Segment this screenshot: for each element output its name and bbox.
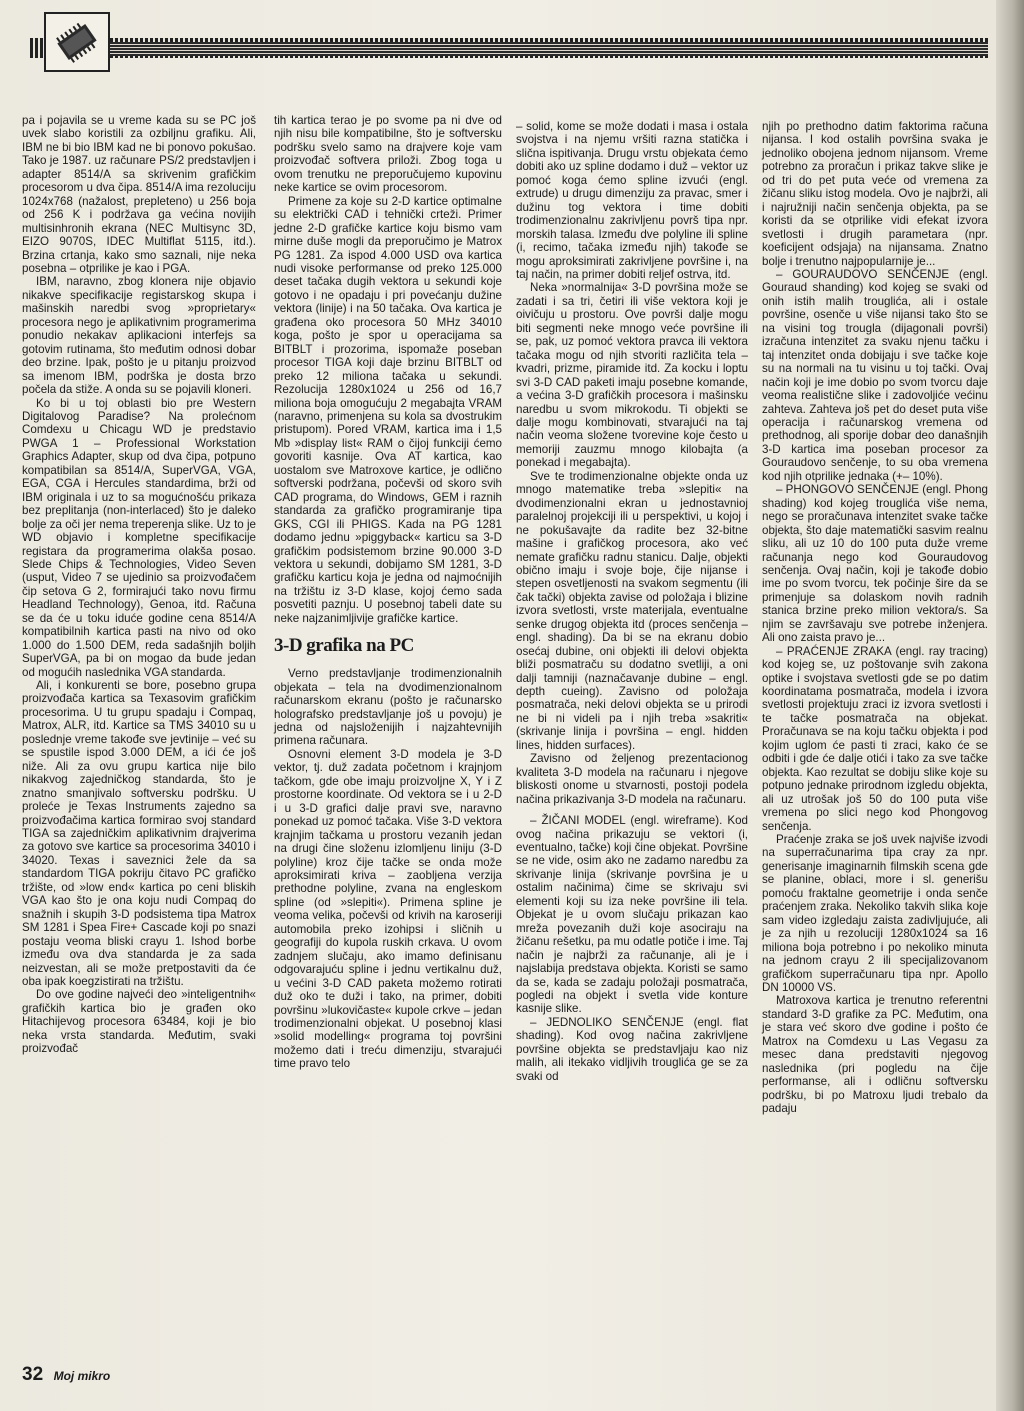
paragraph: Zavisno od željenog prezentacionog kvaliteta 3-D modela na računaru i njegove bliskosti onome u stvarnosti, postoji podela načina prikazivanja 3-D modela na računaru. xyxy=(516,752,748,806)
page-number: 32 xyxy=(22,1364,44,1385)
paragraph: Praćenje zraka se još uvek najviše izvodi na superračunarima tipa cray za npr. generisanje imaginarnih filmskih scena gde se planine, oblaci, more i sl. generišu pomoću fraktalne geometrije i onda senče praćenjem zraka. Nekoliko takvih slika koje sam video izgledaju zaista zadivljujuće, ali je za njih u rezoluciji 1280x1024 sa 16 miliona boja potrebno i po nekoliko minuta na jednom crayu 2 ili specijalizovanom grafičkom superračunaru tipa npr. Apollo DN 10000 VS. xyxy=(762,833,988,994)
paragraph: Sve te trodimenzionalne objekte onda uz mnogo matematike treba »slepiti« na dvodimenzionalni ekran u jednostavnioj paralelnoj projekciji ili u perspektivi, u kojoj i ne pokušavajte da radite bez 32-bitne mašine i grafičkog procesora, ako već nemate grafičku radnu stanicu. Dalje, objekti obično imaju i svoje boje, čije nijanse i stepen osvetljenosti na svakom segmentu (ili čak tački) objekta zavise od položaja i blizine izvora svetlosti, vrste materijala, eventualne senke drugog objekta itd (proces senčenja – engl. shading). Da bi se na ekranu dobio osećaj dubine, oni objekti ili delovi objekta bliži posmatraču su dodatno svetliji, a oni dalji tamniji (naznačavanje dubine – engl. depth cueing). Zavisno od položaja posmatrača, neki delovi objekta se u prirodi ne bi ni videli pa i njih treba »sakriti« (skrivanje linija i površina – engl. hidden lines, hidden surfaces). xyxy=(516,469,748,752)
paragraph: Do ove godine najveći deo »inteligentnih« grafičkih kartica bio je građen oko Hitachijevog procesora 63484, koji je bio neka vrsta standarda. Međutim, svaki proizvođač xyxy=(22,988,256,1056)
paragraph: Verno predstavljanje trodimenzionalnih objekata – tela na dvodimenzionalnom računarskom ekranu (pošto je računarsko holografsko predstavljanje još u povoju) je jedna od najsloženijih i najzahtevnijih primena računara. xyxy=(274,667,502,748)
magazine-name: Moj mikro xyxy=(53,1369,111,1383)
paragraph: Neka »normalnija« 3-D površina može se zadati i sa tri, četiri ili više vektora koji je oivičuju u prostoru. Ove površi dalje mogu biti segmenti neke mnogo veće površine ili se, pak, uz pomoć vektora pravca ili vektora tačaka mogu od njih stvoriti različita tela – kvadri, prizme, piramide itd. Za kocku i loptu svi 3-D CAD paketi imaju posebne komande, a većina 3-D grafičkih procesora i mašinsku naredbu u svom mikrokodu. Ti objekti se dalje mogu kombinovati, stvarajući na taj način veoma složene tvorevine koje često u memoriji zauzmu mnogo kilobajta (a ponekad i megabajta). xyxy=(516,281,748,470)
paragraph: – ŽIČANI MODEL (engl. wireframe). Kod ovog načina prikazuju se vektori (i, eventualno, tačke) koji čine objekat. Površine se ne vide, osim ako ne zadamo naredbu za skrivanje linija (skrivanje površina je u ostalim načinima) čime se skrivaju svi elementi koji su iza neke površine ili tela. Objekat je u ovom slučaju prikazan kao mreža povezanih duži koje asociraju na žičanu rešetku, pa mu odatle potiče i ime. Taj način je najbrži za računanje, ali je i najslabija predstava objekta. Koristi se samo da se, kada se zadaju položaji posmatrača, pogledi na objekt i svetla vide konture kasnije slike. xyxy=(516,814,749,1016)
paragraph: – solid, kome se može dodati i masa i ostala svojstva i na njemu vršiti razna statička i slična ispitivanja. Drugu vrstu objekata ćemo dobiti ako uz spline dodamo i duž – vektor uz pomoć koga ćemo spline izvući (engl. extrude) u drugu dimenziju za pravac, smer i dužinu tog vektora i time dobiti trodimenzionalnu zakrivljenu površ tipa npr. morskih talasa. Između dve polyline ili spline (i, recimo, tačaka između njih) takođe se mogu aproksimirati zakrivljene površine i, na taj način, na primer dobiti reljef ostrva, itd. xyxy=(516,120,748,281)
page-footer xyxy=(22,1364,110,1386)
paragraph: Ko bi u toj oblasti bio pre Western Digitalovog Paradise? Na prolećnom Comdexu u Chicagu WD je predstavio PWGA 1 – Professional Workstation Graphics Adapter, skup od dva čipa, potpuno kompatibilan sa 8514/A, SuperVGA, VGA, EGA, CGA i Hercules standardima, brži od IBM originala i uz to sa mogućnošću prikaza bez preplitanja (non-interlaced) što je daleko bolje za oči jer nema treperenja slike. Uz to je WD objavio i kompletne specifikacije registara da programerima olakša posao. Slede Chips & Technologies, Video Seven (usput, Video 7 se ujedinio sa proizvođačem čip setova G 2, formirajući tako novu firmu Headland Technology), Genoa, itd. Računa se da će u toku iduće godine cena 8514/A kompatibilnih kartica pasti na nivo od oko 1.000 do 1.500 DEM, reda sadašnjih boljih SuperVGA, pa bi on mogao da bude jedan od mogućih naslednika VGA standarda. xyxy=(22,396,256,679)
paragraph: IBM, naravno, zbog klonera nije objavio nikakve specifikacije registarskog skupa i mašinskih naredbi svog »proprietary« procesora nego je aplikativnim programerima ponudio nekakav aplikacioni interfejs sa gotovim rutinama, što međutim odnosi dobar deo brzine. Ipak, pošto je u pitanju proizvod sa imenom IBM, podrška je dosta brzo počela da stiže. A onda su se pojavili kloneri. xyxy=(22,275,256,397)
paragraph: njih po prethodno datim faktorima računa nijansa. I kod ostalih površina svaka je jednoliko obojena jednom nijansom. Vreme potrebno za proračun i prikaz takve slike je od tri do pet puta veće od vremena za žičanu sliku istog modela. Ovo je najbrži, ali i najružniji način senčenja objekta, pa se koristi da se otprilike vidi efekat izvora svetlosti i drugih parametara (npr. koeficijent odsjaja) na nijansama. Znatno bolje i trenutno najpopularnije je... xyxy=(762,120,988,268)
paragraph: Osnovni element 3-D modela je 3-D vektor, tj. duž zadata početnom i krajnjom tačkom, gde obe imaju proizvoljne X, Y i Z prostorne koordinate. Od vektora se i u 2-D i u 3-D grafici dalje pravi sve, naravno ponekad uz pomoć tačaka. Više 3-D vektora krajnjim tačkama u prostoru vezanih jedan na drugi čine složenu izlomljenu liniju (3-D polyline) kroz čije tačke se onda može aproksimirati kriva – zaobljena verzija prethodne polyline, zvana na engleskom spline (od »slepiti«). Primena spline je veoma velika, počevši od krivih na karoseriji automobila preko izohipsi i sličnih u geografiji do kupola ruskih crkava. U ovom zadnjem slučaju, ako imamo definisanu odgovarajuću spline i jednu vertikalnu duž, u većini 3-D CAD paketa možemo rotirati duž oko te duži i tako, na primer, dobiti površinu »lukovičaste« kupole crkve – jedan trodimenzionalni objekat. U posebnoj klasi »solid modelling« programa toj površini možemo dati i treću dimenziju, stvarajući time pravo telo xyxy=(274,747,502,1071)
paragraph: Ali, i konkurenti se bore, posebno grupa proizvođača kartica sa Texasovim grafičkim procesorima. U tu grupu spadaju i Compaq, Matrox, ALR, itd. Kartice sa TMS 34010 su u poslednje vreme takođe sve jevtinije – već su se spustile ispod 3.000 DEM, a ići će još niže. Ali za ovu grupu kartica nije bilo nikakvog zajedničkog standarda, što je znatno smanjivalo softversku podršku. U proleće je Texas Instruments zajedno sa proizvođačima kartica formirao svoj standard TIGA sa zajedničkim aplikativnim drajverima za gotovo sve kartice sa procesorima 34010 i 34020. Texas i saveznici žele da sa standardom TIGA pokriju čitavo PC grafičko tržište, od »low end« kartica po ceni bliskih VGA kao što je ona koju nudi Compaq do snažnih i skupih 3-D podsistema tipa Matrox SM 1281 i Spea Fire+ Cascade koji po snazi postaju veoma bliski crayu 1. Ishod borbe između ova dva standarda je za sada neizvestan, ali se može pretpostaviti da će oba ipak koegzistirati na tržištu. xyxy=(22,679,256,988)
paragraph: – GOURAUDOVO SENČENJE (engl. Gouraud shanding) kod kojeg se svaki od onih istih malih trouglića, ali i ostale površine, osenče u više nijansi tako što se na visini tog trougla (dijagonali površi) izračuna intenzitet za svaku njenu tačku i taj intenzitet onda dobijaju i sve tačke koje su na normali na tu visinu u toj tački. Ovaj način koji je ime dobio po svom tvorcu daje veoma realistične slike i zadovoljiće većinu zahteva. Zahteva još pet do deset puta više operacija i računarskog vremena od prethodnog, ali sporije dobar deo današnjih 3-D kartica ima poseban procesor za Gouraudovo senčenje, to su oba vremena kod njih otprilike jednaka (+– 10%). xyxy=(762,267,988,483)
paragraph: – PRAĆENJE ZRAKA (engl. ray tracing) kod kojeg se, uz poštovanje svih zakona optike i svojstava svetlosti gde se po datim koordinatama posmatrača, modela i izvora svetlosti projektuju zraci iz izvora svetlosti i te tačke posmatrača na objekat. Proračunava se na koju tačku objekta i pod kojim uglom će pasti ti zraci, kako će se odbiti i gde će dalje otići i tako za sve tačke objekta. Kao rezultat se dobiju slike koje su potpuno jednake prirodnom izgledu objekta, ali uz utrošak još 50 do 100 puta više vremena po slici nego kod Phongovog senčenja. xyxy=(762,644,988,833)
chip-logo-icon xyxy=(44,12,110,72)
paragraph: – PHONGOVO SENČENJE (engl. Phong shading) kod kojeg trouglića više nema, nego se proračunava intenzitet svake tačke objekta, što daje matematički sasvim realnu sliku, ali uz 10 do 100 puta duže vreme računanja nego kod Gouraudovog senčenja. Ovaj način, koji je takođe dobio ime po svom tvorcu, tek počinje šire da se primenjuje sa dolaskom novih radnih stanica brzine preko milion vektora/s. Sa njim se završavaju sve potrebe inženjera. Ali ono zaista pravo je... xyxy=(762,483,988,645)
paragraph: – JEDNOLIKO SENČENJE (engl. flat shading). Kod ovog načina zakrivljene površine objekta se predstavljaju kao niz malih, ali itekako vidljivih trouglića ge se za svaki od xyxy=(516,1015,748,1083)
paragraph: Matroxova kartica je trenutno referentni standard 3-D grafike za PC. Međutim, ona je stara već skoro dve godine i pošto će Matrox na Comdexu u Las Vegasu za mesec dana predstaviti njegovog naslednika (pri pogledu na čije performanse, ali i odličnu softversku podršku, bi po Matroxu ljudi trebalo da padaju xyxy=(762,994,988,1116)
header-stripe-bar-dark xyxy=(110,42,988,56)
paragraph: Primene za koje su 2-D kartice optimalne su električki CAD i tehnički crteži. Primer jedne 2-D grafičke kartice koju bismo vam mirne duše mogli da preporučimo je Matrox PG 1281. Za ispod 4.000 USD ova kartica nudi visoke performanse od preko 125.000 deset tačaka dugih vektora u sekundi koje gotovo i ne opadaju i pri povećanju dužine vektora (linije) i na 50 tačaka. Ova kartica je građena oko procesora 50 MHz 34010 koga, pošto je spor u operacijama sa BITBLT i prozorima, ispomaže poseban procesor TIGA koji daje brzinu BITBLT od preko 12 miliona tačaka u sekundi. Rezolucija 1280x1024 u 256 od 16,7 miliona boja omogućuju 2 megabajta VRAM (naravno, primenjena su kola sa dvostrukim pristupom). Pored VRAM, kartica ima i 1,5 Mb »display list« RAM o čijoj funkciji ćemo govoriti kasnije. Ova AT kartica, kao uostalom sve Matroxove kartice, je odlično softverski podržana, počevši od skoro svih CAD programa, do Windows, GEM i raznih standarda za grafičko programiranje tipa GKS, CGI ili PHIGS. Kada na PG 1281 dodamo jednu »piggyback« karticu sa 3-D grafičkim podsistemom brzine 90.000 3-D vektora u sekundi, dobijamo SM 1281, 3-D grafičku karticu koja je jedna od najmoćnijih na tržištu iz 3-D klase, kojoj ćemo sada posvetiti paznju. U posebnoj tabeli date su neke najzanimljivije grafičke kartice. xyxy=(274,194,502,625)
page-edge-shadow xyxy=(996,0,1024,1411)
text-column-4 xyxy=(762,120,988,1116)
text-column-3 xyxy=(516,120,748,1083)
section-heading: 3-D grafika na PC xyxy=(274,635,414,657)
paragraph: pa i pojavila se u vreme kada su se PC još uvek slabo koristili za ozbiljnu grafiku. Ali, IBM ne bi bio IBM kad ne bi ponovo pokušao. Tako je 1987. uz računare PS/2 predstavljen i adapter 8514/A sa skrivenim grafičkim procesorom u dva čipa. 8514/A ima rezoluciju 1024x768 (nažalost, prepleteno) u 256 boja od 256 K i podržava ga većina novijih multisinhronih ekrana (NEC Multisync 3D, EIZO 9070S, IDEC Multiflat 5115, itd.). Brzina crtanja, kako smo saznali, nije neka posebna – otprilike je kao i PGA. xyxy=(22,114,256,275)
microchip-icon xyxy=(46,14,108,70)
paragraph: tih kartica terao je po svome pa ni dve od njih nisu bile kompatibilne, što je softversku podršku svelo samo na drajvere koje vam proizvođač softvera priloži. Zbog toga u ovom trenutku ne preporučujemo kupovinu neke kartice se ovim procesorom. xyxy=(274,114,502,195)
text-column-2 xyxy=(274,114,502,1071)
text-column-1 xyxy=(22,114,256,1056)
